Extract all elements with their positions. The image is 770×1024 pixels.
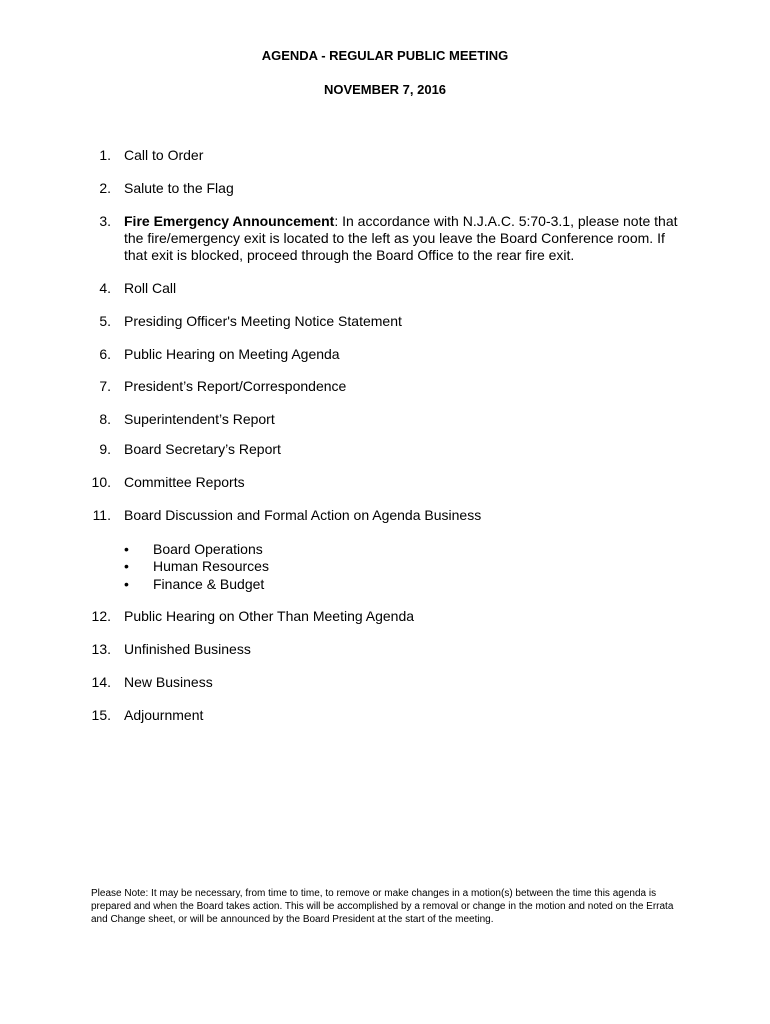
item-number: 1. — [99, 147, 111, 163]
item-number: 9. — [99, 441, 111, 457]
item-text: New Business — [124, 674, 213, 690]
item-text: Public Hearing on Other Than Meeting Agenda — [124, 608, 415, 624]
item-number: 3. — [99, 213, 111, 229]
sub-item-text: Finance & Budget — [153, 576, 265, 592]
item-text: Board Discussion and Formal Action on Agenda Business — [124, 507, 482, 523]
agenda-title: AGENDA - REGULAR PUBLIC MEETING — [261, 48, 509, 63]
item-text: President’s Report/Correspondence — [124, 378, 347, 394]
sub-item-text: Human Resources — [153, 558, 269, 574]
item-number: 7. — [99, 378, 111, 394]
bullet: • — [124, 558, 129, 574]
item-text: Unfinished Business — [124, 641, 251, 657]
item-number: 8. — [99, 411, 111, 427]
sub-item-text: Board Operations — [153, 541, 263, 557]
item-number: 4. — [99, 280, 111, 296]
item-text: Presiding Officer's Meeting Notice Statement — [124, 313, 402, 329]
item-number: 6. — [99, 346, 111, 362]
item-text: Superintendent’s Report — [124, 411, 275, 427]
item-text: Call to Order — [124, 147, 204, 163]
item-text: Roll Call — [124, 280, 177, 296]
item-text: Board Secretary’s Report — [124, 441, 281, 457]
item-number: 10. — [91, 474, 111, 490]
item-bold-heading: Fire Emergency Announcement — [124, 213, 335, 229]
item-number: 2. — [99, 180, 111, 196]
item-text: Committee Reports — [124, 474, 245, 490]
item-text: Adjournment — [124, 707, 204, 723]
item-number: 15. — [91, 707, 111, 723]
footer-note: Please Note: It may be necessary, from time to time, to remove or make changes in a motion(s) between the time this agenda is prepared and when the Board takes action. This will be accomplished by a removal or change in the motion and noted on the Errata and Change sheet, or will be announced by the Board President at the start of the meeting. — [91, 888, 674, 925]
item-number: 5. — [99, 313, 111, 329]
item-body: : In accordance with N.J.A.C. 5:70-3.1, please note that the fire/emergency exit is located to the left as you leave the Board Conference room. If that exit is blocked, proceed through the Board Office to the rear fire exit. — [124, 213, 678, 263]
bullet: • — [124, 541, 129, 557]
meeting-date: NOVEMBER 7, 2016 — [323, 82, 447, 97]
item-number: 13. — [91, 641, 111, 657]
item-number: 11. — [92, 507, 111, 523]
item-text: Salute to the Flag — [124, 180, 234, 196]
item-number: 12. — [91, 608, 111, 624]
item-number: 14. — [91, 674, 111, 690]
bullet: • — [124, 576, 129, 592]
item-text: Public Hearing on Meeting Agenda — [124, 346, 340, 362]
item-text-fire-announcement — [124, 213, 684, 264]
